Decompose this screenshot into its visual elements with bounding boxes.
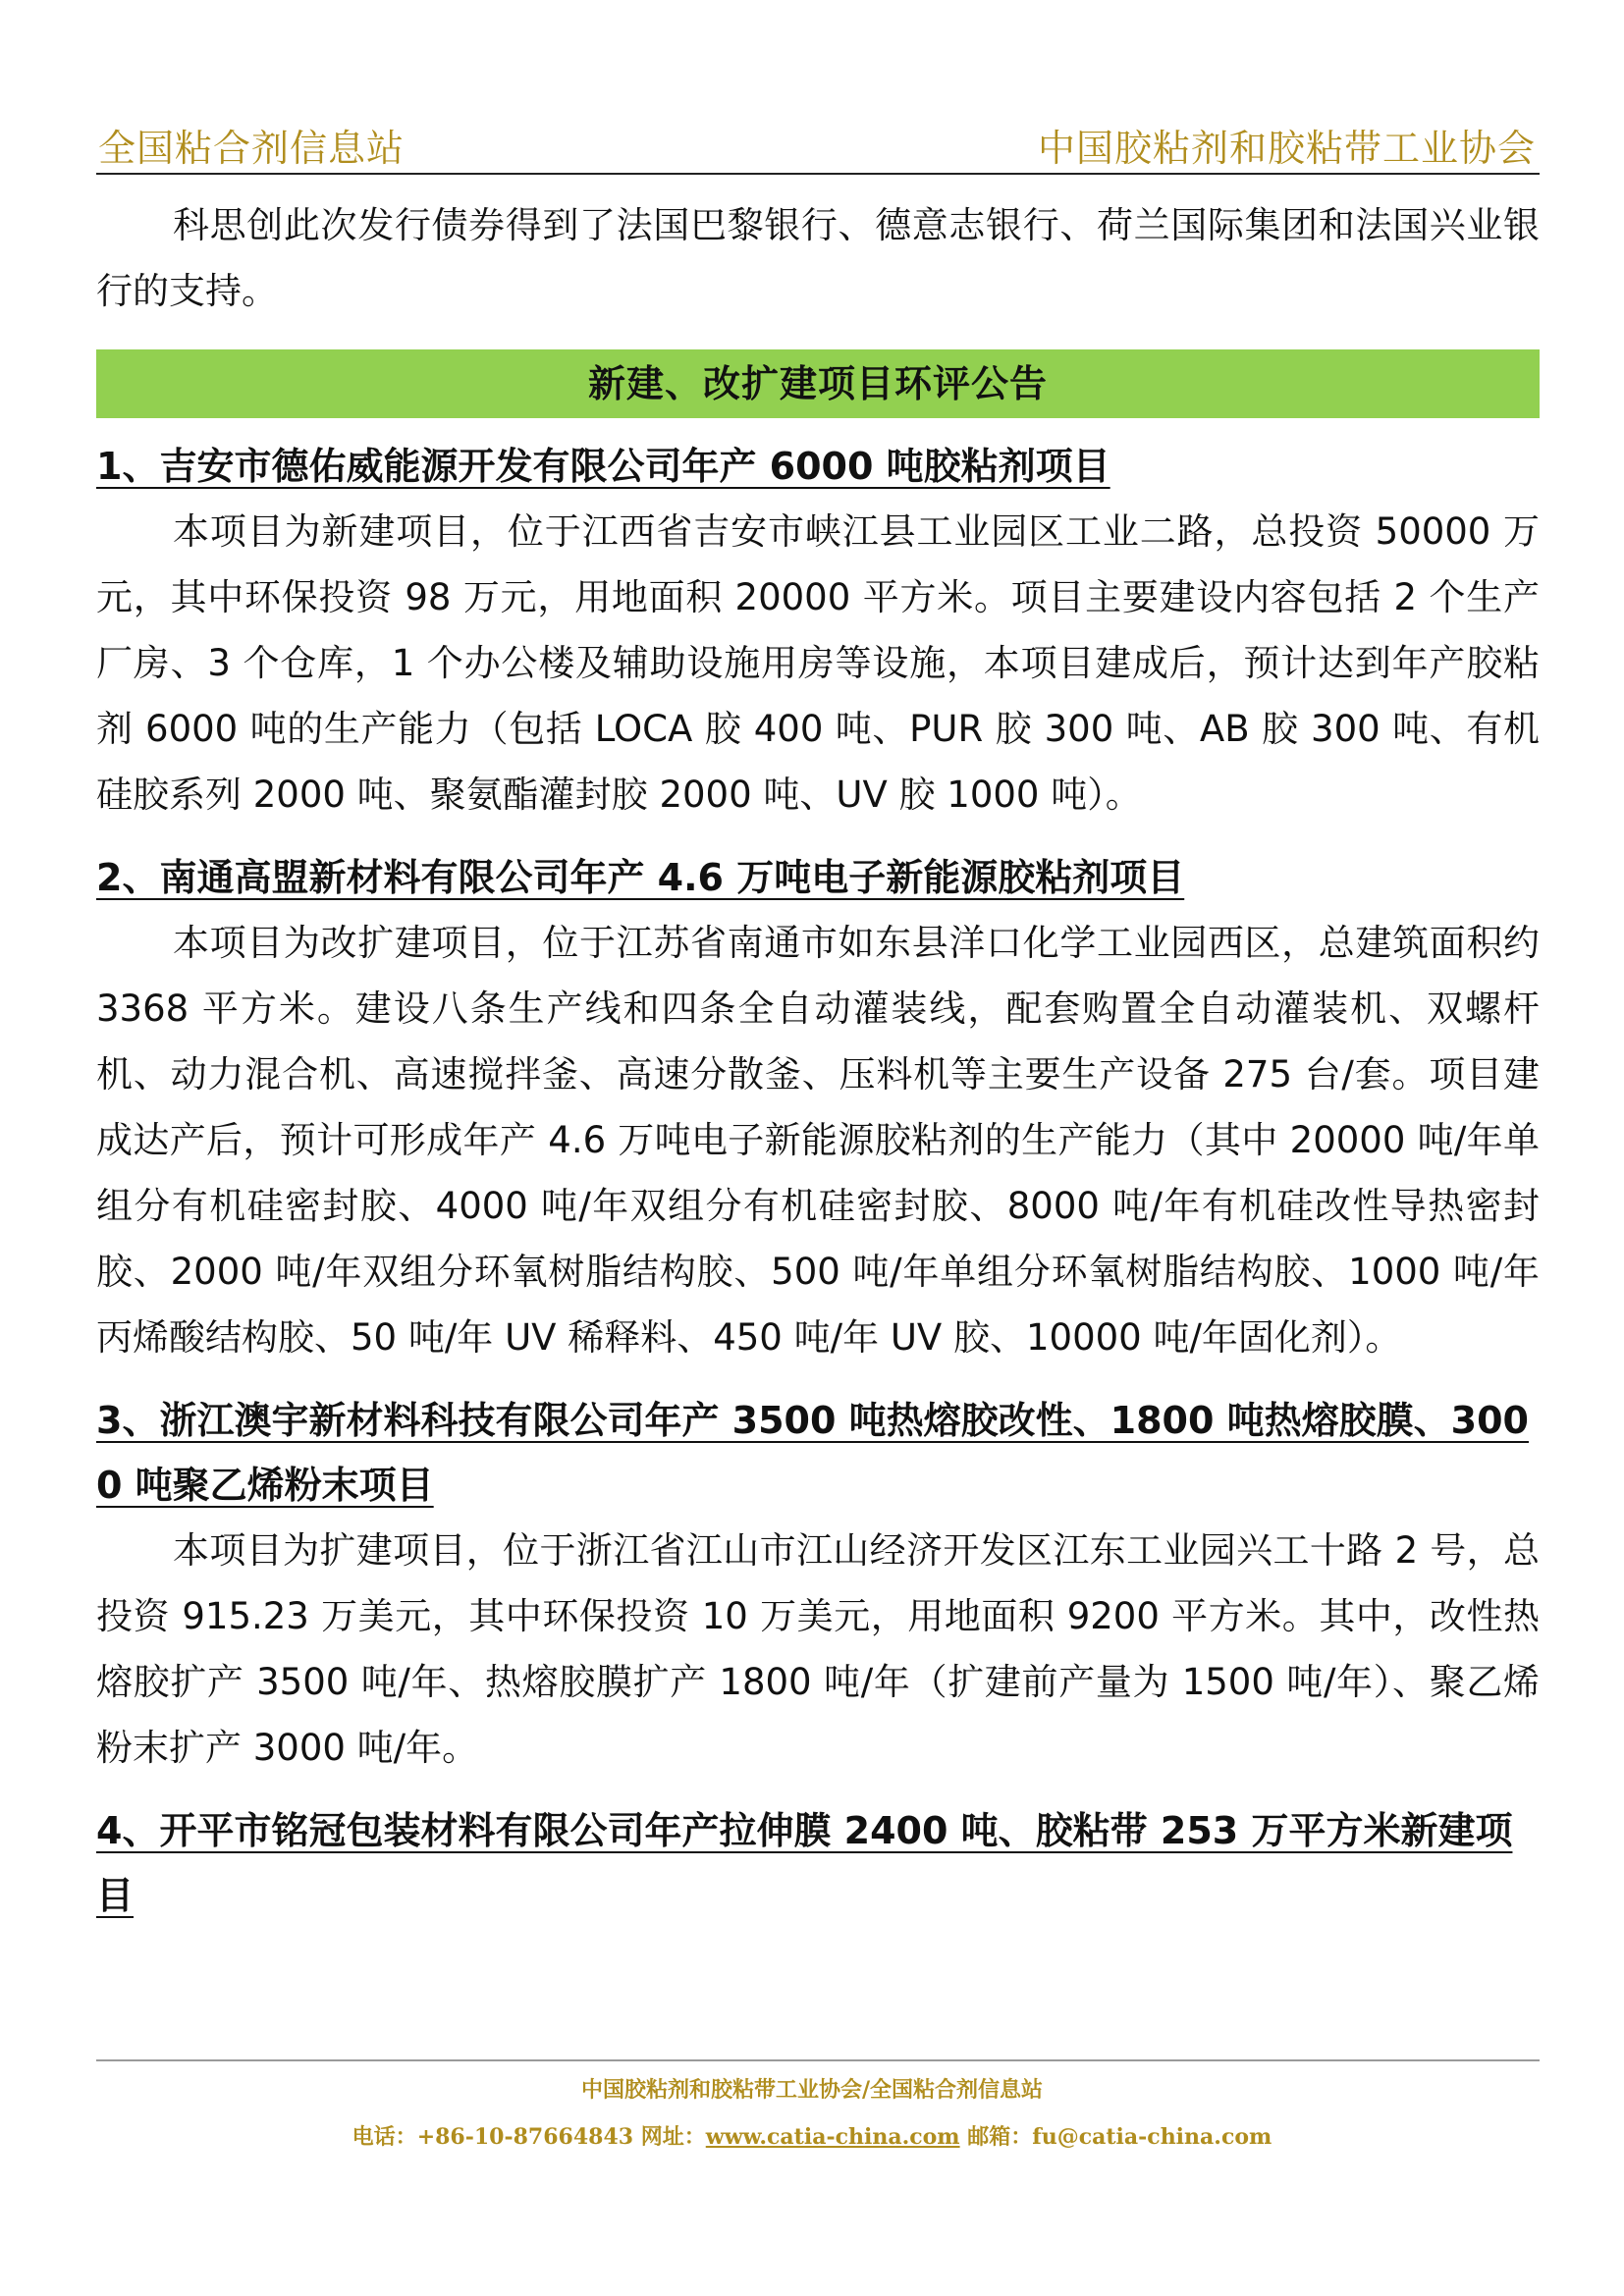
email-label: 邮箱：	[967, 2124, 1033, 2150]
item-title-3: 3、浙江澳宇新材料科技有限公司年产 3500 吨热熔胶改性、1800 吨热熔胶膜、3000 吨聚乙烯粉末项目	[96, 1399, 1529, 1507]
section-banner	[96, 349, 1540, 418]
footer-contact	[0, 2120, 1624, 2151]
item-body-2: 本项目为改扩建项目，位于江苏省南通市如东县洋口化学工业园西区，总建筑面积约 3368 平方米。建设八条生产线和四条全自动灌装线，配套购置全自动灌装机、双螺杆机、动力混合机、高速搅拌釜、高速分散釜、压料机等主要生产设备 275 台/套。项目建成达产后，预计可形成年产 4.6 万吨电子新能源胶粘剂的生产能力（其中 20000 吨/年单组分有机硅密封胶、4000 吨/年双组分有机硅密封胶、8000 吨/年有机硅改性导热密封胶、2000 吨/年双组分环氧树脂结构胶、500 吨/年单组分环氧树脂结构胶、1000 吨/年丙烯酸结构胶、50 吨/年 UV 稀释料、450 吨/年 UV 胶、10000 吨/年固化剂）。	[96, 922, 1540, 1359]
page-header	[96, 110, 1540, 175]
header-right-title: 中国胶粘剂和胶粘带工业协会	[1037, 127, 1536, 170]
item-body-3: 本项目为扩建项目，位于浙江省江山市江山经济开发区江东工业园兴工十路 2 号，总投资 915.23 万美元，其中环保投资 10 万美元，用地面积 9200 平方米。其中，改性热熔胶扩产 3500 吨/年、热熔胶膜扩产 1800 吨/年（扩建前产量为 1500 吨/年）、聚乙烯粉末扩产 3000 吨/年。	[96, 1529, 1540, 1769]
footer-divider	[96, 2059, 1540, 2061]
section-title: 新建、改扩建项目环评公告	[587, 362, 1048, 405]
header-left-title: 全国粘合剂信息站	[98, 127, 406, 170]
web-label: 网址：	[640, 2124, 706, 2150]
intro-paragraph: 科思创此次发行债券得到了法国巴黎银行、德意志银行、荷兰国际集团和法国兴业银行的支持。	[96, 204, 1540, 312]
page-content	[96, 192, 1540, 1928]
phone-label: 电话：	[352, 2124, 417, 2150]
item-body-1: 本项目为新建项目，位于江西省吉安市峡江县工业园区工业二路，总投资 50000 万元，其中环保投资 98 万元，用地面积 20000 平方米。项目主要建设内容包括 2 个生产厂房、3 个仓库，1 个办公楼及辅助设施用房等设施，本项目建成后，预计达到年产胶粘剂 6000 吨的生产能力（包括 LOCA 胶 400 吨、PUR 胶 300 吨、AB 胶 300 吨、有机硅胶系列 2000 吨、聚氨酯灌封胶 2000 吨、UV 胶 1000 吨）。	[96, 510, 1540, 816]
item-title-2: 2、南通高盟新材料有限公司年产 4.6 万吨电子新能源胶粘剂项目	[96, 856, 1185, 899]
email-address[interactable]: fu@catia-china.com	[1032, 2124, 1272, 2150]
phone-number: +86-10-87664843	[416, 2124, 634, 2150]
website-link[interactable]: www.catia-china.com	[705, 2124, 960, 2150]
item-title-4: 4、开平市铭冠包装材料有限公司年产拉伸膜 2400 吨、胶粘带 253 万平方米新建项目	[96, 1809, 1513, 1917]
footer-title: 中国胶粘剂和胶粘带工业协会/全国粘合剂信息站	[580, 2077, 1044, 2103]
item-title-1: 1、吉安市德佑威能源开发有限公司年产 6000 吨胶粘剂项目	[96, 445, 1110, 488]
